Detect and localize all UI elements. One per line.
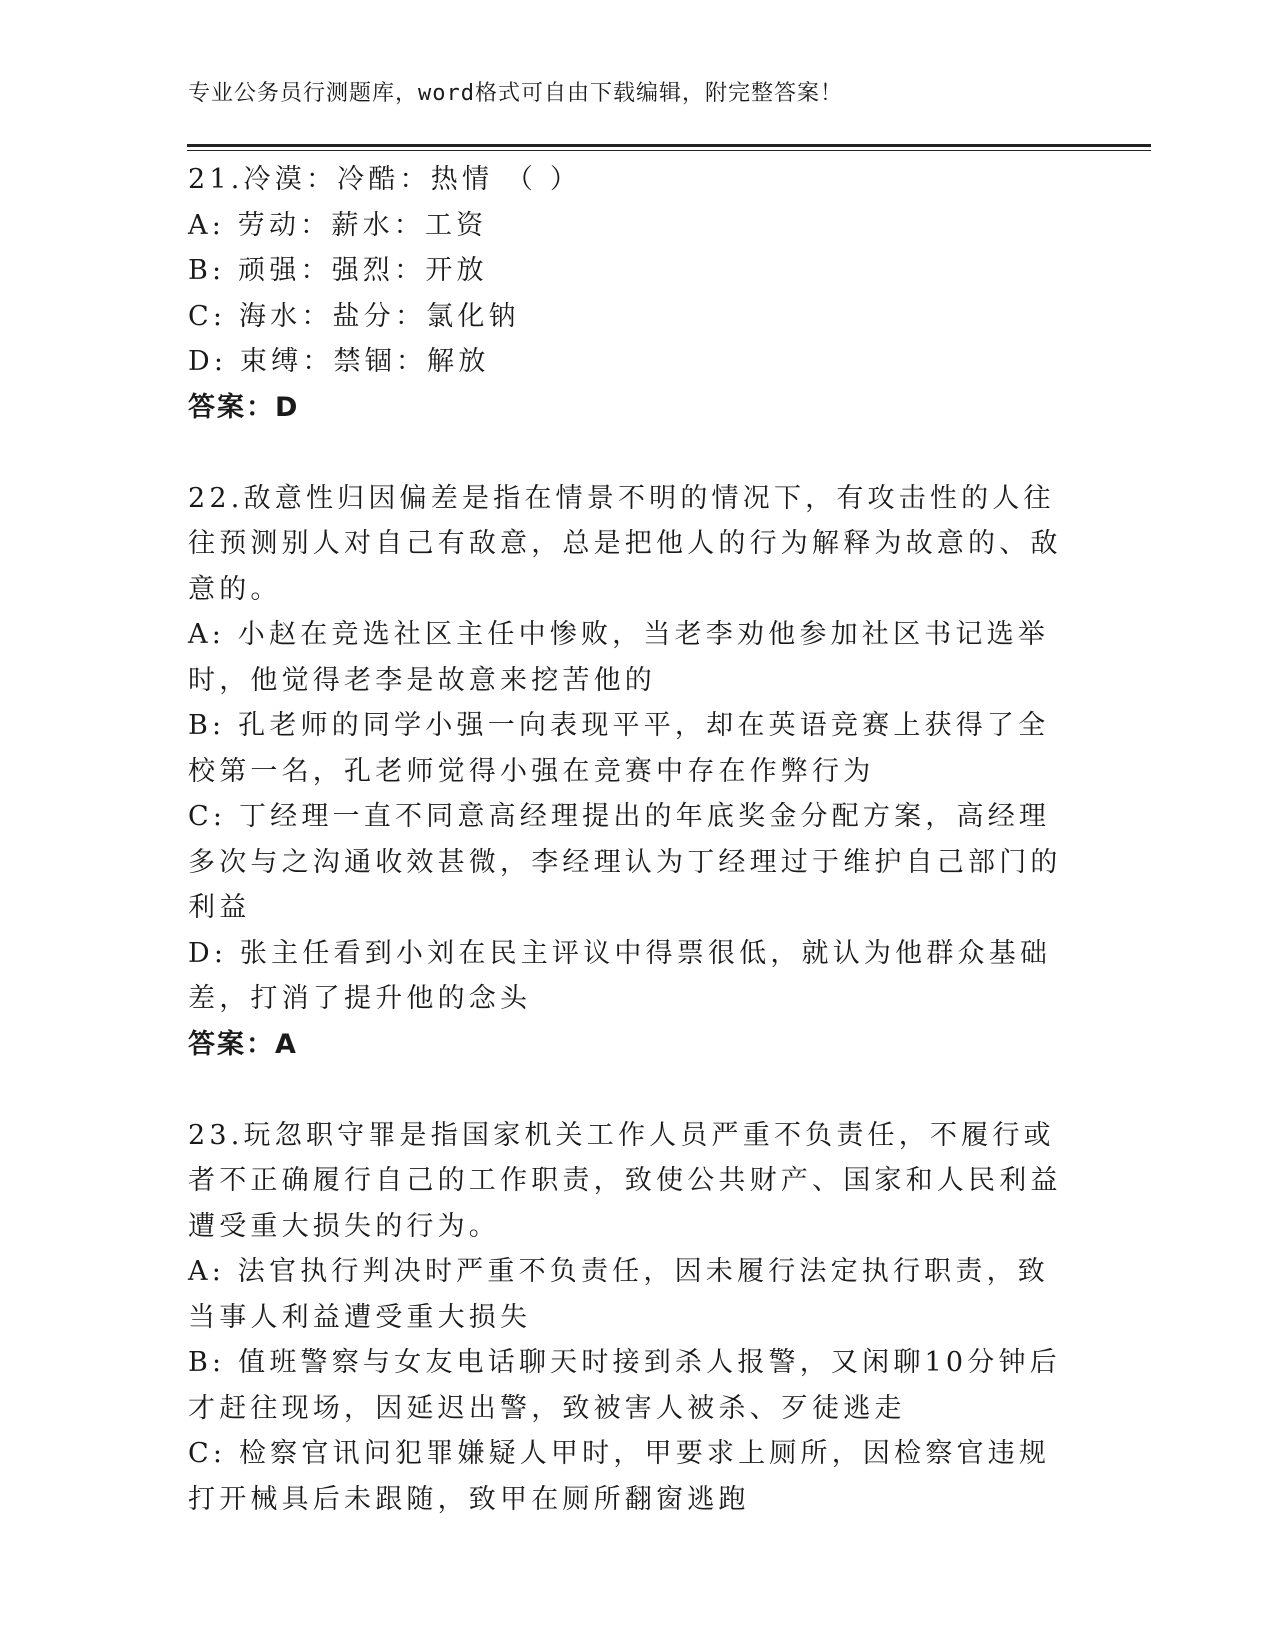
header-divider-thick: [187, 144, 1151, 147]
answer: 答案：A: [188, 1028, 298, 1060]
option-a: A: 法官执行判决时严重不负责任，因未履行法定执行职责，致当事人利益遭受重大损失: [188, 1256, 1049, 1333]
option-a: A: 劳动：薪水：工资: [188, 209, 488, 241]
question-23: [188, 1113, 1068, 1523]
option-d: D: 束缚：禁锢：解放: [188, 346, 490, 377]
option-b: B: 值班警察与女友电话聊天时接到杀人报警，又闲聊10分钟后才赶往现场，因延迟出警，致被害人被杀、歹徒逃走: [188, 1347, 1061, 1424]
question-stem: 22.敌意性归因偏差是指在情景不明的情况下，有攻击性的人往往预测别人对自己有敌意，总是把他人的行为解释为故意的、敌意的。: [188, 482, 1062, 605]
option-c: C: 海水：盐分：氯化钠: [188, 300, 520, 332]
question-22: [188, 476, 1068, 1068]
header-divider-thin: [187, 150, 1151, 151]
question-stem: 21.冷漠：冷酷：热情 （ ）: [188, 164, 582, 195]
option-b: B: 孔老师的同学小强一向表现平平，却在英语竞赛上获得了全校第一名，孔老师觉得小强在竞赛中存在作弊行为: [188, 710, 1050, 787]
option-c: C: 丁经理一直不同意高经理提出的年底奖金分配方案，高经理多次与之沟通收效甚微，李经理认为丁经理过于维护自己部门的利益: [188, 801, 1062, 923]
option-c: C: 检察官讯问犯罪嫌疑人甲时，甲要求上厕所，因检察官违规打开械具后未跟随，致甲在厕所翻窗逃跑: [188, 1438, 1051, 1515]
question-stem: 23.玩忽职守罪是指国家机关工作人员严重不负责任，不履行或者不正确履行自己的工作职责，致使公共财产、国家和人民利益遭受重大损失的行为。: [188, 1119, 1062, 1242]
option-d: D: 张主任看到小刘在民主评议中得票很低，就认为他群众基础差，打消了提升他的念头: [188, 937, 1052, 1014]
option-b: B: 顽强：强烈：开放: [188, 255, 488, 286]
header-note: 专业公务员行测题库，word格式可自由下载编辑，附完整答案！: [188, 81, 843, 106]
answer: 答案：D: [188, 391, 300, 423]
question-21: [188, 157, 1068, 430]
option-a: A: 小赵在竞选社区主任中惨败，当老李劝他参加社区书记选举时，他觉得老李是故意来挖苦他的: [188, 619, 1049, 696]
question-list: [188, 157, 1068, 1522]
